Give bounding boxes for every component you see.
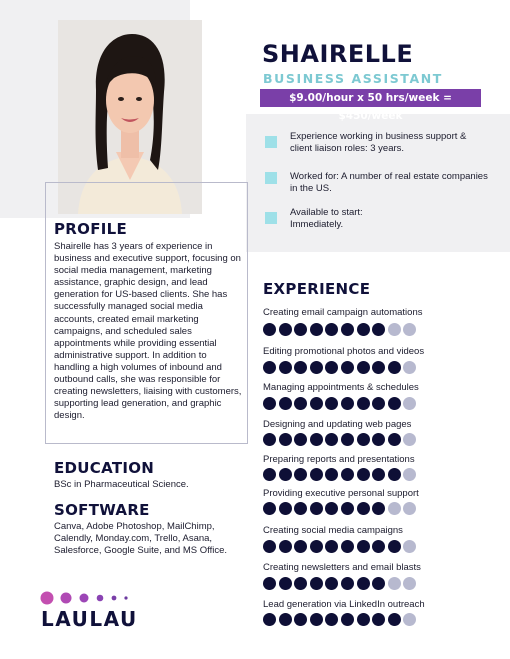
education-heading: EDUCATION <box>54 459 155 477</box>
candidate-role: BUSINESS ASSISTANT <box>263 71 443 86</box>
skill-rating <box>263 323 419 336</box>
rating-dot-filled <box>310 397 323 410</box>
rating-dot-filled <box>325 540 338 553</box>
profile-text: Shairelle has 3 years of experience in business and executive support, focusing on social media management, marketing assistance, graphic design, and lead generation for US-based clients. She has successfully managed social media accounts, created email marketing campaigns, and scheduled sales appointments while providing essential administrative support. In addition to handling a high volumes of inbound and outbound calls, she was responsible for creating newsletters, liaising with customers, supporting lead generation, and graphic design. <box>54 241 242 422</box>
rating-dot-filled <box>325 323 338 336</box>
rating-dot-filled <box>310 468 323 481</box>
rating-dot-filled <box>294 468 307 481</box>
rating-dot-empty <box>403 613 416 626</box>
rating-dot-filled <box>357 361 370 374</box>
skill-label: Providing executive personal support <box>263 488 419 499</box>
rating-dot-filled <box>372 397 385 410</box>
rating-dot-filled <box>341 540 354 553</box>
rating-dot-filled <box>294 577 307 590</box>
rating-dot-filled <box>388 361 401 374</box>
rating-dot-filled <box>279 433 292 446</box>
highlight-experience: Experience working in business support & client liaison roles: 3 years. <box>290 131 467 154</box>
rating-dot-filled <box>279 397 292 410</box>
rating-dot-filled <box>372 540 385 553</box>
rating-dot-filled <box>263 433 276 446</box>
rating-dot-filled <box>388 468 401 481</box>
rating-dot-filled <box>294 613 307 626</box>
rating-dot-filled <box>263 361 276 374</box>
rating-dot-filled <box>325 502 338 515</box>
rating-dot-filled <box>263 613 276 626</box>
rating-dot-filled <box>388 397 401 410</box>
rating-dot-filled <box>388 540 401 553</box>
rating-dot-filled <box>325 613 338 626</box>
skill-label: Designing and updating web pages <box>263 419 412 430</box>
rating-dot-filled <box>357 540 370 553</box>
rating-dot-filled <box>341 433 354 446</box>
rating-dot-filled <box>294 323 307 336</box>
rating-dot-filled <box>372 577 385 590</box>
rating-dot-filled <box>388 433 401 446</box>
rating-dot-filled <box>357 502 370 515</box>
rating-dot-filled <box>341 502 354 515</box>
rating-dot-filled <box>263 323 276 336</box>
skill-rating <box>263 397 419 410</box>
skill-rating <box>263 433 419 446</box>
rating-dot-filled <box>263 502 276 515</box>
skill-label: Managing appointments & schedules <box>263 382 419 393</box>
rating-dot-empty <box>403 540 416 553</box>
highlight-availability: Available to start: Immediately. <box>290 207 363 230</box>
skill-label: Lead generation via LinkedIn outreach <box>263 599 425 610</box>
teal-square-icon <box>265 136 277 148</box>
skill-label: Creating social media campaigns <box>263 525 403 536</box>
rating-dot-filled <box>372 433 385 446</box>
experience-heading: EXPERIENCE <box>263 280 371 298</box>
rating-dot-filled <box>294 540 307 553</box>
rating-dot-empty <box>388 577 401 590</box>
rating-dot-empty <box>403 361 416 374</box>
skill-label: Editing promotional photos and videos <box>263 346 425 357</box>
rating-dot-filled <box>310 613 323 626</box>
rating-dot-filled <box>294 502 307 515</box>
rating-dot-empty <box>403 577 416 590</box>
rating-dot-filled <box>294 397 307 410</box>
rating-dot-filled <box>279 323 292 336</box>
rating-dot-filled <box>325 468 338 481</box>
rating-dot-empty <box>403 433 416 446</box>
rating-dot-filled <box>325 433 338 446</box>
rating-dot-filled <box>279 540 292 553</box>
rating-dot-filled <box>294 433 307 446</box>
rating-dot-filled <box>372 502 385 515</box>
teal-square-icon <box>265 172 277 184</box>
rating-dot-filled <box>279 468 292 481</box>
rating-dot-filled <box>341 577 354 590</box>
rating-dot-filled <box>372 468 385 481</box>
skill-rating <box>263 468 419 481</box>
rating-dot-filled <box>341 361 354 374</box>
rating-dot-filled <box>310 323 323 336</box>
skill-label: Creating email campaign automations <box>263 307 423 318</box>
rating-dot-empty <box>403 468 416 481</box>
rating-dot-filled <box>263 468 276 481</box>
education-text: BSc in Pharmaceutical Science. <box>54 479 189 490</box>
rate-badge: $9.00/hour x 50 hrs/week = $450/week <box>260 89 481 107</box>
rating-dot-filled <box>279 502 292 515</box>
rating-dot-filled <box>310 502 323 515</box>
rating-dot-filled <box>279 577 292 590</box>
rating-dot-filled <box>294 361 307 374</box>
skill-rating <box>263 502 419 515</box>
rating-dot-filled <box>357 433 370 446</box>
rating-dot-filled <box>372 323 385 336</box>
skill-rating <box>263 540 419 553</box>
skill-rating <box>263 613 419 626</box>
rating-dot-filled <box>263 397 276 410</box>
rating-dot-empty <box>388 323 401 336</box>
rating-dot-filled <box>325 577 338 590</box>
rating-dot-filled <box>341 397 354 410</box>
rating-dot-filled <box>279 613 292 626</box>
rating-dot-filled <box>341 468 354 481</box>
rating-dot-filled <box>279 361 292 374</box>
software-text: Canva, Adobe Photoshop, MailChimp, Calendly, Monday.com, Trello, Asana, Salesforce, Google Suite, and MS Office. <box>54 521 228 557</box>
rating-dot-filled <box>263 540 276 553</box>
rating-dot-filled <box>388 613 401 626</box>
rating-dot-filled <box>357 577 370 590</box>
skill-label: Preparing reports and presentations <box>263 454 415 465</box>
rating-dot-filled <box>372 361 385 374</box>
rating-dot-filled <box>310 577 323 590</box>
rating-dot-filled <box>325 361 338 374</box>
candidate-name: SHAIRELLE <box>262 40 414 68</box>
rating-dot-empty <box>403 397 416 410</box>
brand-logo: LAULAU <box>41 607 138 631</box>
skill-label: Creating newsletters and email blasts <box>263 562 421 573</box>
rating-dot-filled <box>341 323 354 336</box>
skill-rating <box>263 361 419 374</box>
logo-dots-icon <box>40 590 150 606</box>
skill-rating <box>263 577 419 590</box>
rating-dot-filled <box>263 577 276 590</box>
teal-square-icon <box>265 212 277 224</box>
rating-dot-empty <box>403 323 416 336</box>
rating-dot-filled <box>310 361 323 374</box>
profile-heading: PROFILE <box>54 220 128 238</box>
rating-dot-filled <box>357 468 370 481</box>
rating-dot-filled <box>372 613 385 626</box>
rating-dot-filled <box>310 540 323 553</box>
rating-dot-filled <box>325 397 338 410</box>
rating-dot-filled <box>357 397 370 410</box>
rating-dot-filled <box>341 613 354 626</box>
rating-dot-filled <box>357 613 370 626</box>
rating-dot-filled <box>310 433 323 446</box>
rating-dot-empty <box>403 502 416 515</box>
highlight-worked-for: Worked for: A number of real estate companies in the US. <box>290 171 488 194</box>
rating-dot-empty <box>388 502 401 515</box>
software-heading: SOFTWARE <box>54 501 150 519</box>
rating-dot-filled <box>357 323 370 336</box>
